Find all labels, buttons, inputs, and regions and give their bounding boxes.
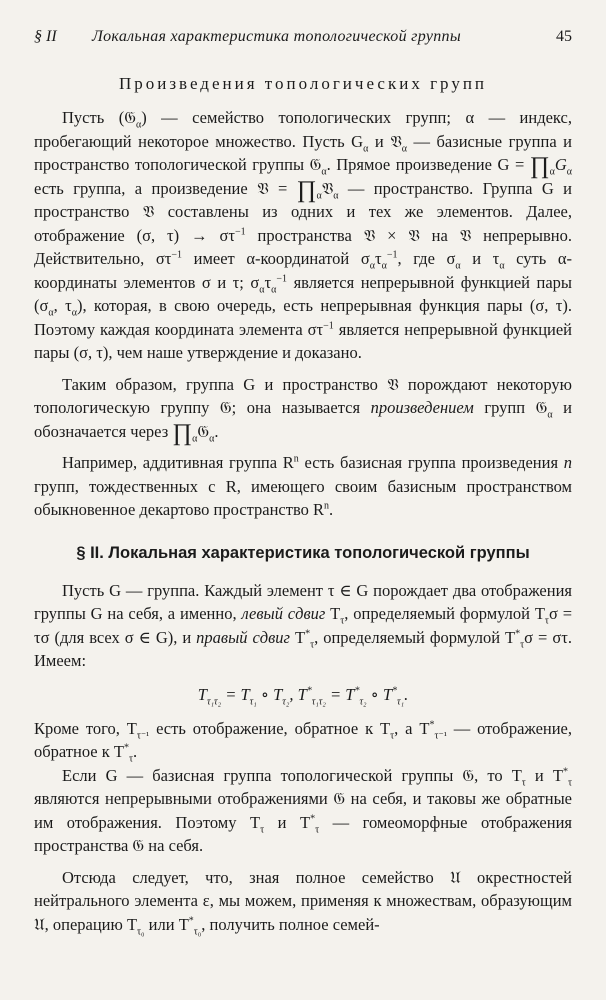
product-symbol: ∏ xyxy=(529,153,550,179)
header-section: § II xyxy=(34,28,57,45)
header-title: Локальная характеристика топологической группы xyxy=(92,28,461,45)
paragraph-neighborhoods: Отсюда следует, что, зная полное семейство 𝔘 окрестностей нейтрального элемента ε, мы можем, применяя к множествам, образующим 𝔘, операцию $T_{\tau_0}$ или $T^*_{\tau_0}$, получить полное семей- xyxy=(34,867,572,937)
paragraph-example: Например, аддитивная группа $R^n$ есть базисная группа произведения n групп, тождественных с R, имеющего своим базисным пространством обыкновенное декартово пространство $R^n$. xyxy=(34,453,573,519)
paragraph-product-definition: Пусть (𝔊$_\alpha$) — семейство топологических групп; α — индекс, пробегающий некоторое множество. Пусть $G_\alpha$ и 𝔙$_\alpha$ — базисные группа и пространство топологической группы 𝔊$_\alpha$. Прямое произведение $G = \prod_\alpha G_\alpha$ есть группа, а произведение 𝔙 = $\prod_\alpha 𝔙_\alpha$ — пространство. Группа G и пространство 𝔙 составлены из одних и тех же элементов. Далее, отображение (σ, $\tau) \to \sigma\tau^{-1}$ пространства 𝔙 × 𝔙 на 𝔙 непрерывно. Действительно, $\sigma\tau^{-1}$ имеет α-координатой $\sigma_\alpha\tau_\alpha^{-1}$, где $\sigma_\alpha$ и $\tau_\alpha$ суть α-координаты элементов σ и τ; $\sigma_\alpha\tau_\alpha^{-1}$ является непрерывной функцией пары ($\sigma_\alpha$, $\tau_\alpha$), которая, в свою очередь, есть непрерывная функция пары (σ, τ). Поэтому каждая координата элемента $\sigma\tau^{-1}$ является непрерывной функцией пары (σ, τ), чем наше утверждение и доказано. xyxy=(34,108,573,362)
page-number: 45 xyxy=(556,28,572,45)
paragraph-homeomorphism: Если G — базисная группа топологической группы 𝔊, то $T_\tau$ и $T^*_\tau$ являются непрерывными отображениями 𝔊 на себя, и таковы же обратные им отображения. Поэтому $T_\tau$ и $T^*_\tau$ — гомеоморфные отображения пространства 𝔊 на себя. xyxy=(34,765,572,855)
paragraph-shifts: Пусть G — группа. Каждый элемент τ ∈ G порождает два отображения группы G на себя, а именно, левый сдвиг $T_\tau$, определяемый формулой $T_\tau\sigma = \tau\sigma$ (для всех σ ∈ G), и правый сдвиг $T^*_\tau$, определяемый формулой $T^*_\tau\sigma = \sigma\tau$. Имеем: xyxy=(34,580,572,670)
running-header xyxy=(34,28,572,58)
product-symbol: ∏ xyxy=(172,419,193,446)
subheading: Произведения топологических групп xyxy=(118,74,488,93)
section-title: § II. Локальная характеристика топологической группы xyxy=(76,543,530,562)
shift-composition-formula: $T_{\tau_1\tau_2} = T_{\tau_1}$ ∘ $T_{\tau_2}$, $T^*_{\tau_1\tau_2} = T^*_{\tau_2}$ ∘ $T^*_{\tau_1}$. xyxy=(197,684,409,707)
paragraph-product-group: Таким образом, группа G и пространство 𝔙 порождают некоторую топологическую группу 𝔊; она называется произведением групп 𝔊$_\alpha$ и обозначается через $\prod_\alpha 𝔊_\alpha$. xyxy=(34,374,572,446)
paragraph-inverse: Кроме того, $T_{\tau^{-1}}$ есть отображение, обратное к $T_\tau$, а $T^*_{\tau^{-1}}$ — отображение, обратное к $T^*_\tau$. xyxy=(34,718,573,765)
product-symbol: ∏ xyxy=(296,176,317,203)
